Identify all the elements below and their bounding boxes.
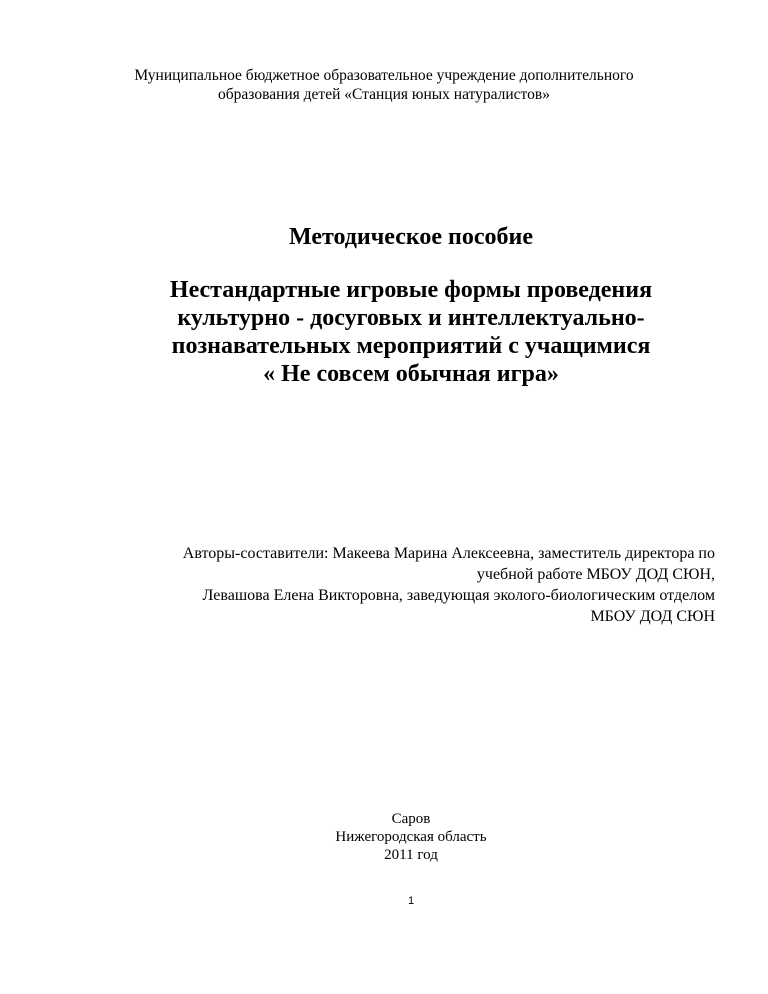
title-line-3: познавательных мероприятий с учащимися	[171, 333, 651, 359]
authors-line-4: МБОУ ДОД СЮН	[590, 608, 715, 625]
document-type-heading: Методическое пособие	[289, 224, 533, 250]
authors-line-1: Авторы-составители: Макеева Марина Алексеевна, заместитель директора по	[182, 545, 715, 562]
institution-line-1: Муниципальное бюджетное образовательное учреждение дополнительного	[134, 67, 634, 84]
institution-line-2: образования детей «Станция юных натуралистов»	[218, 86, 550, 103]
colophon-year: 2011 год	[384, 847, 438, 863]
institution-header	[0, 66, 768, 104]
colophon	[0, 810, 768, 864]
page-number: 1	[407, 895, 415, 907]
colophon-region: Нижегородская область	[335, 829, 487, 845]
colophon-city: Саров	[391, 811, 431, 827]
authors-block	[75, 543, 715, 627]
title-line-2: культурно - досуговых и интеллектуально-	[177, 305, 645, 331]
document-title	[0, 276, 768, 388]
authors-line-2: учебной работе МБОУ ДОД СЮН,	[476, 566, 715, 583]
title-line-4: « Не совсем обычная игра»	[263, 361, 559, 387]
title-line-1: Нестандартные игровые формы проведения	[169, 277, 653, 303]
authors-line-3: Левашова Елена Викторовна, заведующая эколого-биологическим отделом	[202, 587, 715, 604]
